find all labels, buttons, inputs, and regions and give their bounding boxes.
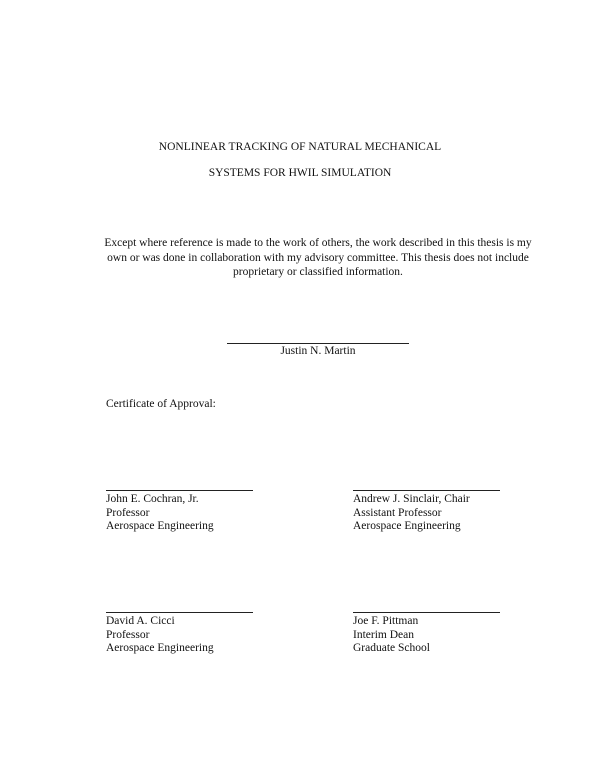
signature-line xyxy=(353,490,500,491)
signer-name: Andrew J. Sinclair, Chair xyxy=(353,493,470,505)
declaration-paragraph: Except where reference is made to the work of others, the work described in this thesis is my own or was done in collaboration with my advisory committee. This thesis does not include proprietary or classified information. xyxy=(104,237,532,278)
signer-title: Professor xyxy=(106,506,150,519)
signer-name: John E. Cochran, Jr. xyxy=(106,493,199,505)
committee-signature-block xyxy=(353,490,500,534)
committee-signature-block xyxy=(106,612,253,656)
signer-department: Graduate School xyxy=(353,642,430,654)
signer-department: Aerospace Engineering xyxy=(106,520,214,532)
signature-line xyxy=(106,490,253,491)
signer-name: Joe F. Pittman xyxy=(353,615,419,627)
signature-line xyxy=(353,612,500,613)
signer-department: Aerospace Engineering xyxy=(106,642,214,654)
author-name: Justin N. Martin xyxy=(280,345,356,357)
certificate-label: Certificate of Approval: xyxy=(106,398,216,410)
committee-signature-block xyxy=(106,490,253,534)
title-line-2: SYSTEMS FOR HWIL SIMULATION xyxy=(208,167,392,179)
signer-title: Assistant Professor xyxy=(353,506,442,519)
signer-title: Interim Dean xyxy=(353,628,414,641)
signature-line xyxy=(106,612,253,613)
signer-title: Professor xyxy=(106,628,150,641)
signer-department: Aerospace Engineering xyxy=(353,520,461,532)
author-signature-line xyxy=(227,343,409,344)
signer-name: David A. Cicci xyxy=(106,615,175,627)
title-line-1: NONLINEAR TRACKING OF NATURAL MECHANICAL xyxy=(158,141,442,153)
committee-signature-block xyxy=(353,612,500,656)
